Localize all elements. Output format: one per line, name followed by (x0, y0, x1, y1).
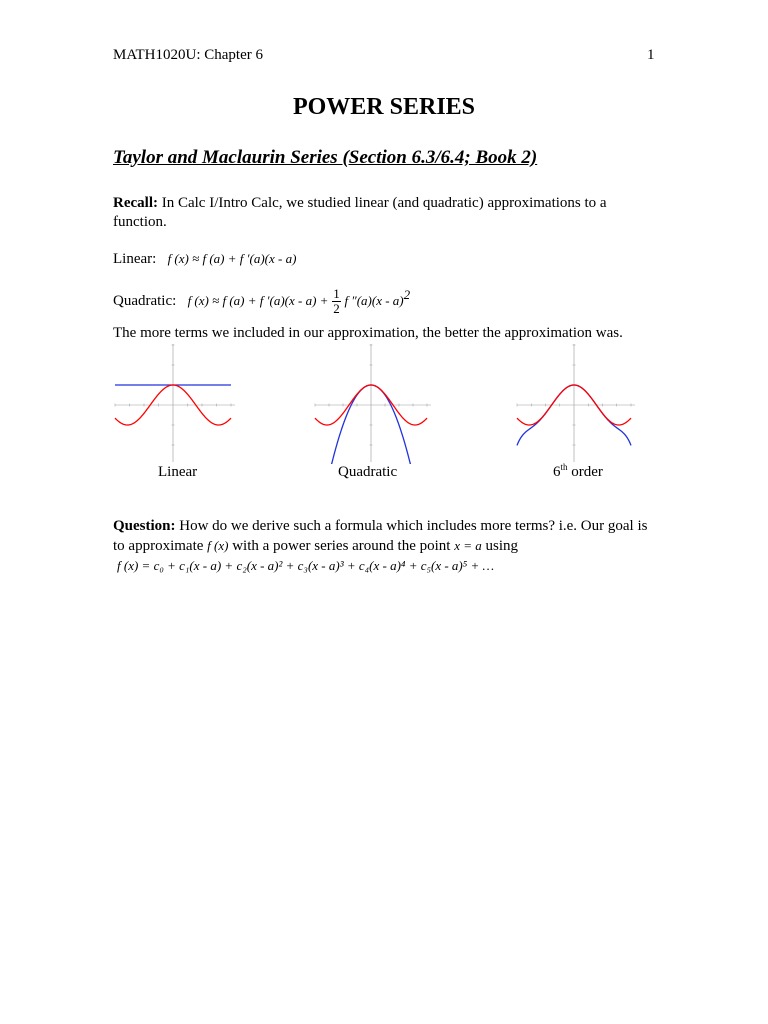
quadratic-exponent: 2 (403, 287, 411, 302)
recall-label: Recall: (113, 195, 158, 211)
running-header: MATH1020U: Chapter 6 (113, 47, 263, 63)
quadratic-label: Quadratic: (113, 293, 177, 309)
page-number: 1 (647, 47, 655, 63)
linear-approximation-plot (113, 342, 237, 464)
recall-text: In Calc I/Intro Calc, we studied linear (and quadratic) approximations to a function. (113, 195, 607, 230)
sixth-order-approximation-plot (515, 342, 637, 464)
power-series-formula: f (x) = c₀ + c₁(x - a) + c₂(x - a)² + c₃(x - a)³ + c₄(x - a)⁴ + c₅(x - a)⁵ + … (117, 558, 495, 573)
page-title: POWER SERIES (292, 94, 476, 120)
question-paragraph: Question: How do we derive such a formula which includes more terms? i.e. Our goal is to approximate f (x) with a power series around the point x = a using (113, 518, 648, 554)
linear-label: Linear: (113, 251, 157, 267)
more-terms-sentence: The more terms we included in our approximation, the better the approximation was. (113, 325, 623, 341)
sixth-order-caption: 6th order (553, 462, 603, 480)
quadratic-caption: Quadratic (338, 464, 398, 480)
quadratic-approximation-plot (313, 342, 433, 464)
fx-symbol: f (x) (207, 538, 229, 553)
quadratic-formula-right: f ″(a)(x - a) (344, 293, 404, 308)
one-half-fraction: $\frac{1}{2}$ (333, 286, 340, 317)
linear-formula: f (x) ≈ f (a) + f ′(a)(x - a) (167, 251, 297, 266)
point-symbol: x = a (454, 538, 482, 553)
linear-caption: Linear (158, 464, 198, 480)
linear-line (113, 249, 653, 269)
section-subtitle: Taylor and Maclaurin Series (Section 6.3/6.4; Book 2) (113, 147, 538, 168)
recall-paragraph (113, 194, 653, 232)
quadratic-formula-left: f (x) ≈ f (a) + f ′(a)(x - a) + (187, 293, 329, 308)
question-label: Question: (113, 518, 176, 534)
quadratic-line (113, 286, 653, 316)
